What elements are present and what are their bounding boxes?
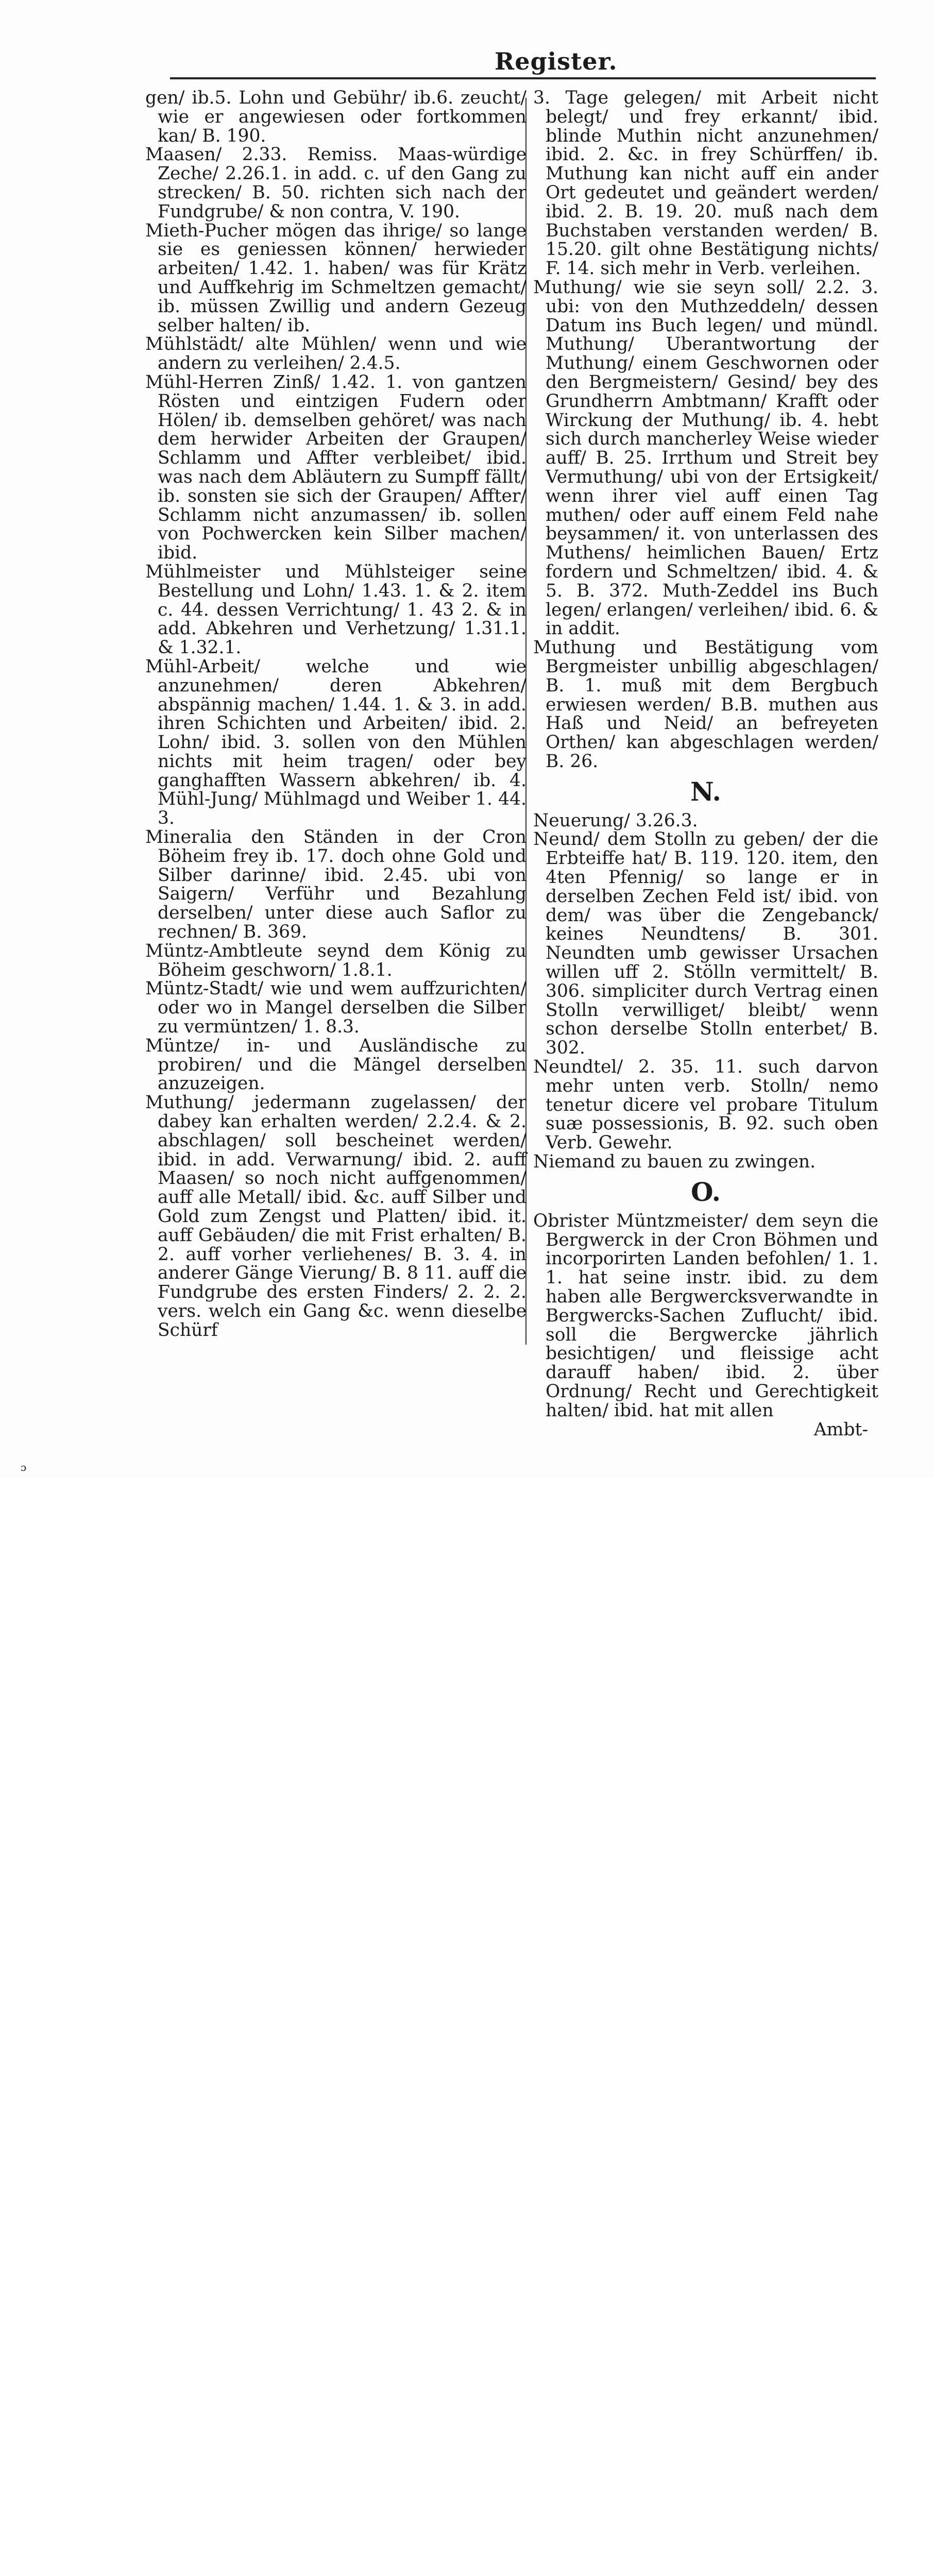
right-column [533, 89, 878, 1439]
register-entry: Müntz-Ambtleute seynd dem König zu Böheim geschworn/ 1.8.1. [145, 940, 527, 980]
section-letter-n: N. [690, 776, 721, 807]
register-entry: Mühl-Herren Zinß/ 1.42. 1. von gantzen Rösten und eintzigen Fudern oder Hölen/ ib. demselben gehöret/ was nach dem herwider Arbeiten der Graupen/ Schlamm und Affter verbleibet/ ibid. was nach dem Abläutern zu Sumpff fällt/ ib. sonsten sie sich der Graupen/ Affter/ Schlamm nicht anzumassen/ ib. sollen von Pochwercken kein Silber machen/ ibid. [145, 371, 527, 564]
register-entry: Mühl-Arbeit/ welche und wie anzunehmen/ deren Abkehren/ abspännig machen/ 1.44. 1. & 3. in add. ihren Schichten und Arbeiten/ ibid. 2. Lohn/ ibid. 3. sollen von den Mühlen nichts mit heim tragen/ oder bey ganghafften Wassern abkehren/ ib. 4. Mühl-Jung/ Mühlmagd und Weiber 1. 44. 3. [145, 656, 527, 829]
register-entry: 3. Tage gelegen/ mit Arbeit nicht belegt/ und frey erkannt/ ibid. blinde Muthin nicht anzunehmen/ ibid. 2. &c. in frey Schürffen/ ib. Muthung kan nicht auff ein ander Ort gedeutet und geändert werden/ ibid. 2. B. 19. 20. muß nach dem Buchstaben verstanden werden/ B. 15.20. gilt ohne Bestätigung nichts/ F. 14. sich mehr in Verb. verleihen. [533, 88, 878, 279]
register-entry: Mühlstädt/ alte Mühlen/ wenn und wie andern zu verleihen/ 2.4.5. [145, 334, 527, 374]
left-column [145, 89, 527, 1340]
register-entry: Mühlmeister und Mühlsteiger seine Bestellung und Lohn/ 1.43. 1. & 2. item c. 44. dessen Verrichtung/ 1. 43 2. & in add. Abkehren und Verhetzung/ 1.31.1. & 1.32.1. [145, 561, 527, 658]
register-entry: Niemand zu bauen zu zwingen. [533, 1151, 816, 1173]
register-entry: Maasen/ 2.33. Remiss. Maas-würdige Zeche/ 2.26.1. in add. c. uf den Gang zu strecken/ B. 50. richten sich nach der Fundgrube/ & non contra, V. 190. [145, 144, 527, 222]
section-letter-o: O. [690, 1176, 721, 1207]
register-entry: Muthung und Bestätigung vom Bergmeister unbillig abgeschlagen/ B. 1. muß mit dem Bergbuch erwiesen werden/ B.B. muthen aus Haß und Neid/ an befreyeten Orthen/ kan abgeschlagen werden/ B. 26. [533, 637, 878, 772]
register-entry: Mieth-Pucher mögen das ihrige/ so lange sie es geniessen können/ herwieder arbeiten/ 1.42. 1. haben/ was für Krätz und Auffkehrig im Schmeltzen gemacht/ ib. müssen Zwillig und andern Gezeug selber halten/ ib. [145, 220, 527, 336]
register-entry: Neundtel/ 2. 35. 11. such darvon mehr unten verb. Stolln/ nemo tenetur dicere vel probare Titulum suæ possessionis, B. 92. such oben Verb. Gewehr. [533, 1057, 878, 1154]
register-entry: Obrister Müntzmeister/ dem seyn die Bergwerck in der Cron Böhmen und incorporirten Landen befohlen/ 1. 1. 1. hat seine instr. ibid. zu dem haben alle Bergwercksverwandte in Bergwercks-Sachen Zuflucht/ ibid. soll die Bergwercke jährlich besichtigen/ und fleissige acht darauff haben/ ibid. 2. über Ordnung/ Recht und Gerechtigkeit halten/ ibid. hat mit allen [533, 1210, 878, 1421]
register-entry: Muthung/ jedermann zugelassen/ der dabey kan erhalten werden/ 2.2.4. & 2. abschlagen/ soll bescheinet werden/ ibid. in add. Verwarnung/ ibid. 2. auff Maasen/ so noch nicht auffgenommen/ auff alle Metall/ ibid. &c. auff Silber und Gold zum Zengst und Platten/ ibid. it. auff Gebäuden/ die mit Frist erhalten/ B. 2. auff vorher verliehenes/ B. 3. 4. in anderer Gänge Vierung/ B. 8 11. auff die Fundgrube des ersten Finders/ 2. 2. 2. vers. welch ein Gang &c. wenn dieselbe Schürf [145, 1092, 527, 1341]
register-entry: Müntze/ in- und Ausländische zu probiren/ und die Mängel derselben anzuzeigen. [145, 1035, 527, 1094]
catchword: Ambt- [813, 1419, 868, 1440]
register-entry: Mineralia den Ständen in der Cron Böheim frey ib. 17. doch ohne Gold und Silber darinne/ ibid. 2.45. ubi von Saigern/ Verführ und Bezahlung derselben/ unter diese auch Saflor zu rechnen/ B. 369. [145, 827, 527, 943]
register-entry: Müntz-Stadt/ wie und wem auffzurichten/ oder wo in Mangel derselben die Silber zu vermüntzen/ 1. 8.3. [145, 978, 527, 1038]
register-entry: Muthung/ wie sie seyn soll/ 2.2. 3. ubi: von den Muthzeddeln/ dessen Datum ins Buch legen/ und mündl. Muthung/ Uberantwortung der Muthung/ einem Geschwornen oder den Bergmeistern/ Gesind/ bey des Grundherrn Ambtmann/ Krafft oder Wirckung der Muthung/ ib. 4. hebt sich durch mancherley Weise wieder auff/ B. 25. Irrthum und Streit bey Vermuthung/ ubi von der Ertsigkeit/ wenn ihrer viel auff einen Tag muthen/ oder auff einem Feld nahe beysammen/ it. von unterlassen des Muthens/ heimlichen Bauen/ Ertz fordern und Schmeltzen/ ibid. 4. & 5. B. 372. Muth-Zeddel ins Buch legen/ erlangen/ verleihen/ ibid. 6. & in addit. [533, 277, 878, 639]
page-header: Register. [495, 47, 618, 75]
register-entry: Neund/ dem Stolln zu geben/ der die Erbteiffe hat/ B. 119. 120. item, den 4ten Pfennig/ so lange er in derselben Zechen Feld ist/ ibid. von dem/ was über die Zengebanck/ keines Neundtens/ B. 301. Neundten umb gewisser Ursachen willen uff 2. Stölln vermittelt/ B. 306. simpliciter durch Vertrag einen Stolln verwilliget/ bleibt/ wenn schon derselbe Stolln enterbet/ B. 302. [533, 829, 878, 1059]
page-mark: ɔ [21, 1461, 27, 1473]
footer [0, 1478, 934, 1532]
register-entry: gen/ ib.5. Lohn und Gebühr/ ib.6. zeucht/ wie er angewiesen oder fortkommen kan/ B. 190. [145, 88, 527, 146]
register-entry: Neuerung/ 3.26.3. [533, 810, 698, 831]
header-rule [170, 77, 876, 79]
